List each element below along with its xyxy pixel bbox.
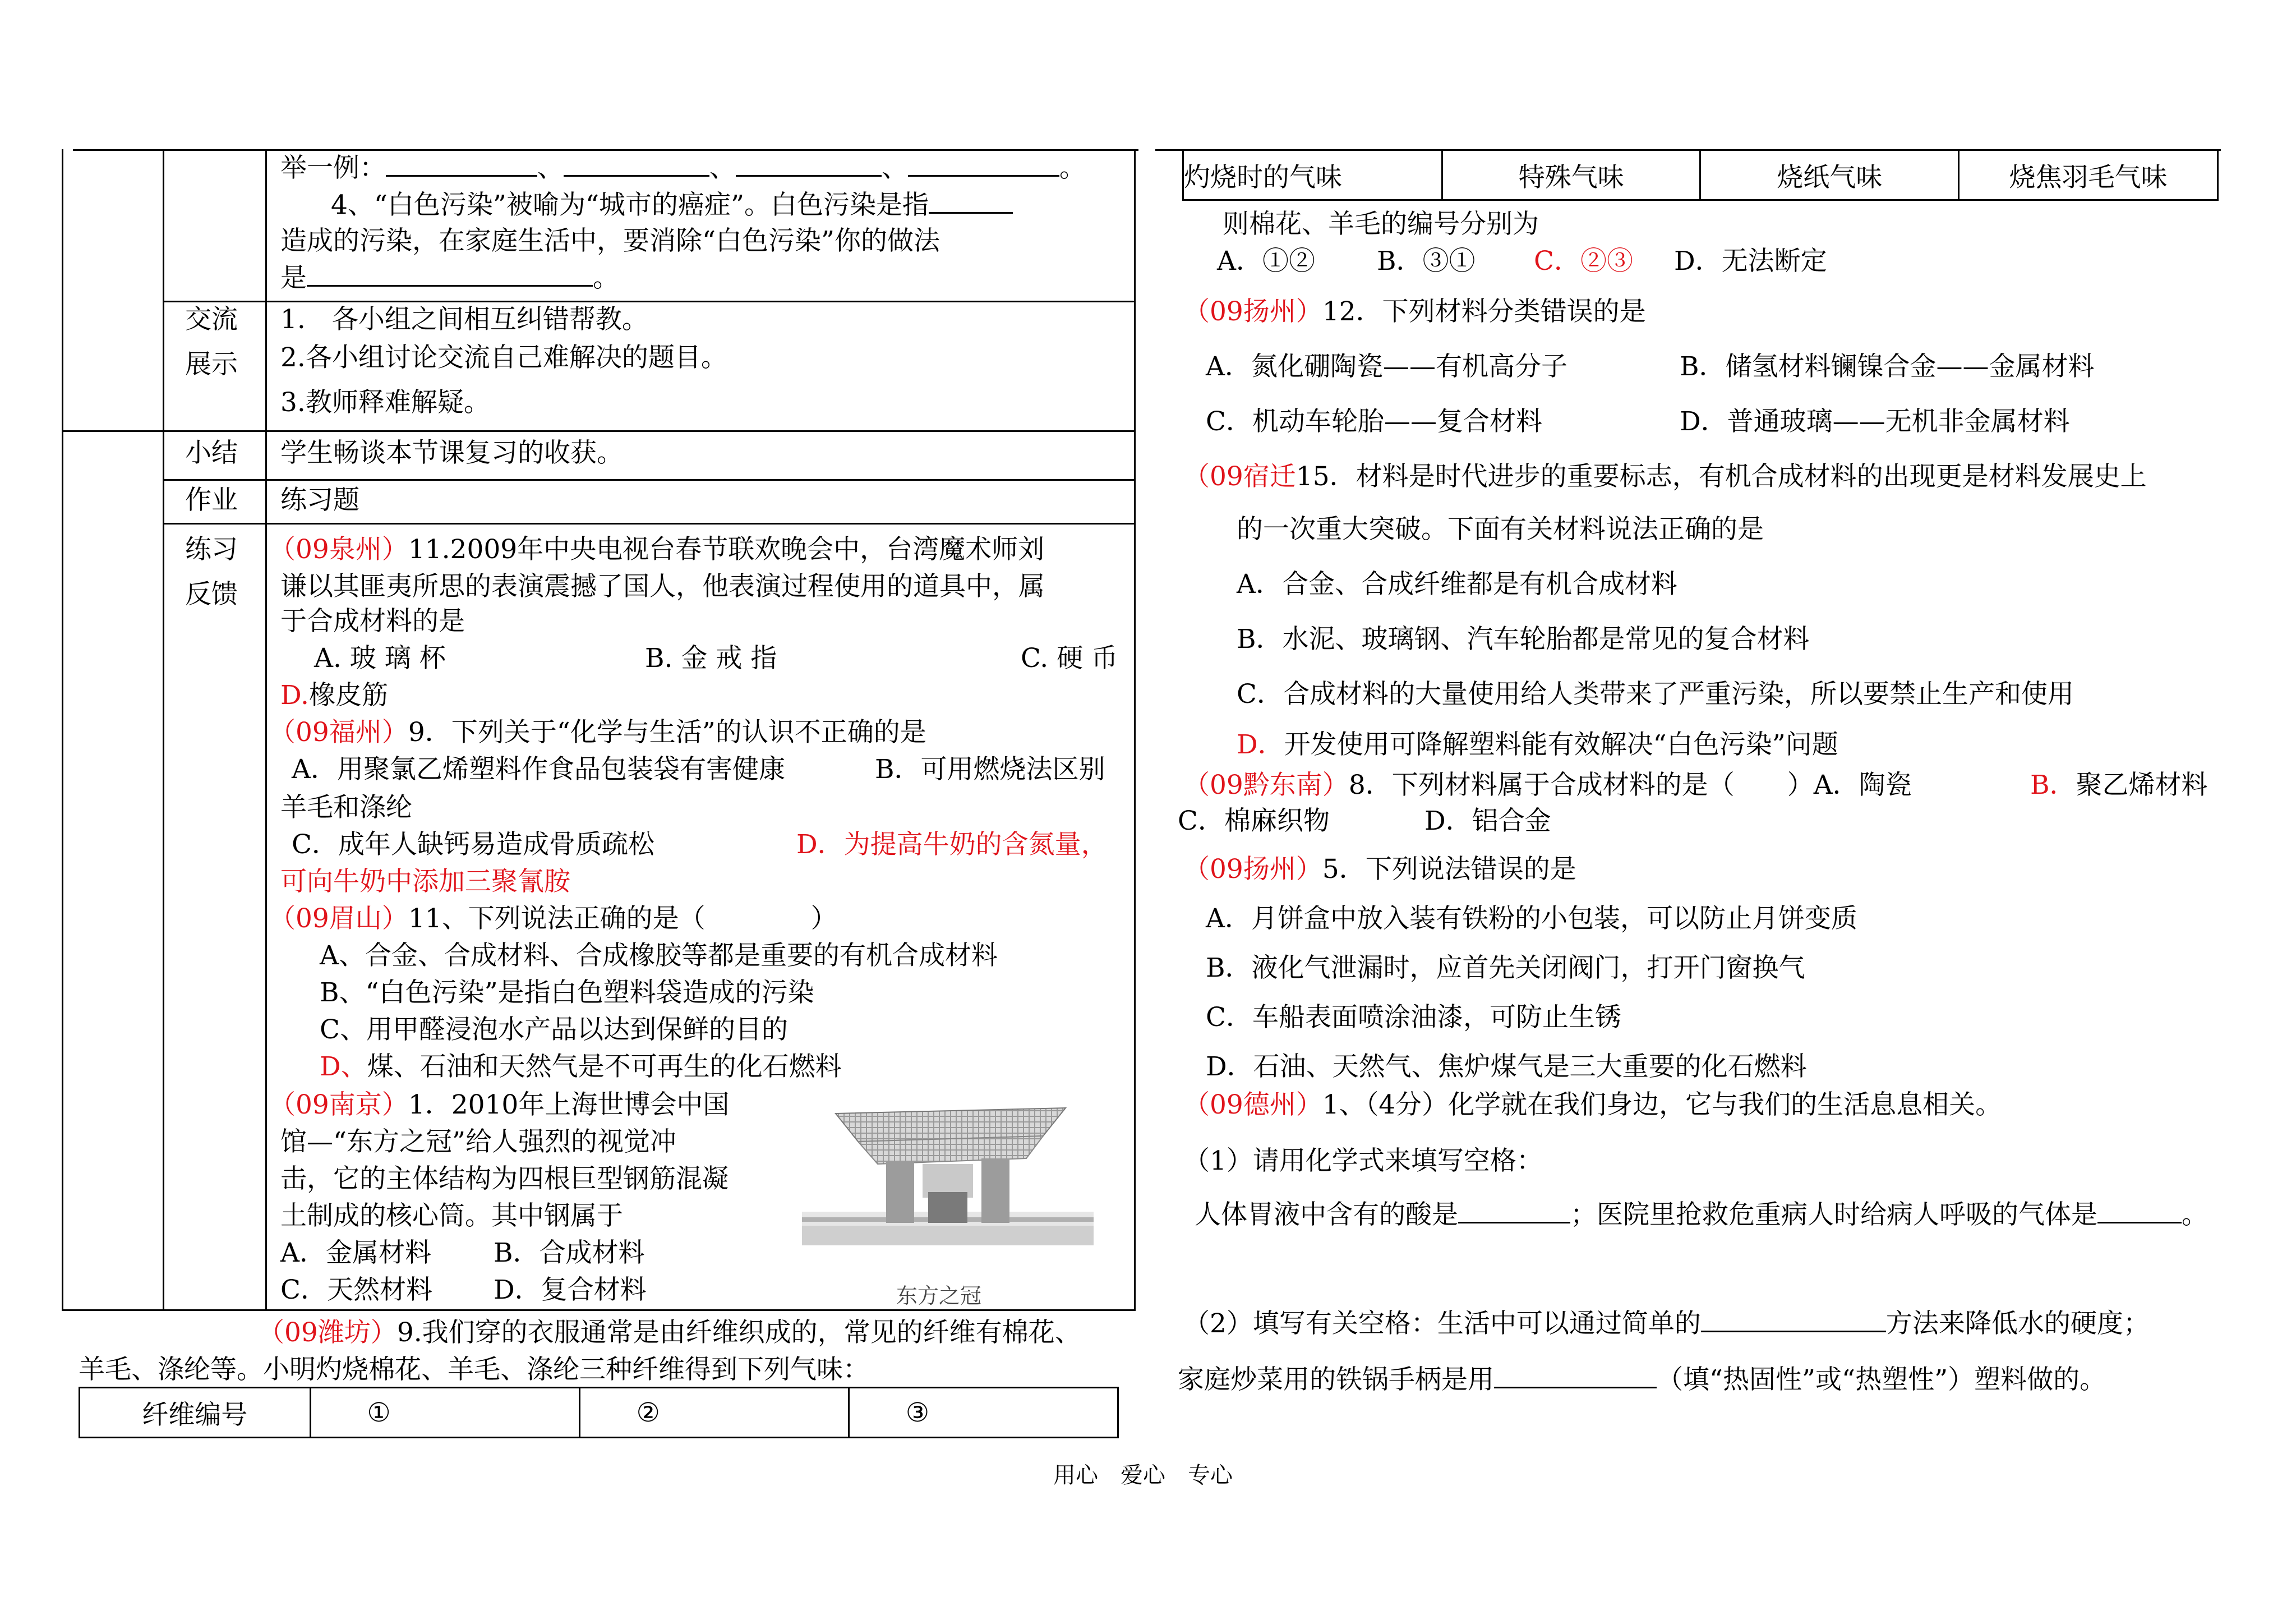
fiber-id-header: 纤维编号 <box>80 1388 311 1438</box>
nanjing-opt-d: D．复合材料 <box>494 1275 647 1305</box>
quanzhou-opt-d: D.橡皮筋 <box>280 680 388 711</box>
weifang-question: 则棉花、羊毛的编号分别为 <box>1223 209 1539 240</box>
china-pavilion-image <box>802 1102 1094 1265</box>
weifang-opt-b: B．③① <box>1377 246 1476 277</box>
white-pollution-q-line1: 4、“白色污染”被喻为“城市的癌症”。白色污染是指 <box>331 188 1013 222</box>
quanzhou-opt-a: A. 玻 璃 杯 <box>314 643 446 674</box>
dezhou-line1: （09德州）1、（4分）化学就在我们身边，它与我们的生活息息相关。 <box>1183 1089 2002 1120</box>
fuzhou-opt-c: C．成年人缺钙易造成骨质疏松 <box>292 829 654 860</box>
white-pollution-q-line2: 造成的污染，在家庭生活中，要消除“白色污染”你的做法 <box>280 226 940 256</box>
yangzhou5-opt-a: A．月饼盒中放入装有铁粉的小包装，可以防止月饼变质 <box>1206 903 1857 934</box>
nanjing-opt-b: B．合成材料 <box>494 1237 645 1268</box>
yangzhou12-opt-c: C．机动车轮胎——复合材料 <box>1206 406 1542 437</box>
nanjing-line3: 击，它的主体结构为四根巨型钢筋混凝 <box>280 1163 729 1194</box>
zuoye-text: 练习题 <box>280 485 359 516</box>
suqian-line2: 的一次重大突破。下面有关材料说法正确的是 <box>1237 514 1764 545</box>
dezhou-part2: （2）填写有关空格：生活中可以通过简单的 方法来降低水的硬度； <box>1183 1308 2150 1339</box>
fuzhou-opt-b: B．可用燃烧法区别 <box>875 754 1105 785</box>
label-zhanshi: 展示 <box>185 349 238 380</box>
meishan-opt-a: A、合金、合成材料、合成橡胶等都是重要的有机合成材料 <box>320 940 998 971</box>
yangzhou12-opt-a: A．氮化硼陶瓷——有机高分子 <box>1206 351 1567 382</box>
dezhou-part3: 家庭炒菜用的铁锅手柄是用 （填“热固性”或“热塑性”）塑料做的。 <box>1178 1364 2106 1395</box>
label-fankui: 反馈 <box>185 579 238 610</box>
weifang-line2: 羊毛、涤纶等。小明灼烧棉花、羊毛、涤纶三种纤维得到下列气味： <box>79 1354 869 1385</box>
label-xiaojie: 小结 <box>185 438 238 468</box>
qiandongnan-opt-d: D．铝合金 <box>1424 806 1551 836</box>
dezhou-part1: （1）请用化学式来填写空格： <box>1183 1145 1543 1176</box>
yangzhou5-opt-c: C．车船表面喷涂油漆，可防止生锈 <box>1206 1002 1621 1033</box>
weifang-line1: （09潍坊）9.我们穿的衣服通常是由纤维织成的，常见的纤维有棉花、 <box>258 1317 1081 1348</box>
white-pollution-q-line3: 是 。 <box>280 263 619 293</box>
jiaoliu-item-1: 1. 各小组之间相互纠错帮教。 <box>280 304 648 335</box>
quanzhou-line3: 于合成材料的是 <box>280 606 465 637</box>
yangzhou5-line1: （09扬州）5．下列说法错误的是 <box>1183 854 1576 885</box>
suqian-opt-a: A．合金、合成纤维都是有机合成材料 <box>1237 569 1677 600</box>
dezhou-part1-fill: 人体胃液中含有的酸是 ；医院里抢救危重病人时给病人呼吸的气体是 。 <box>1195 1199 2208 1230</box>
weifang-opt-c: C．②③ <box>1534 246 1633 277</box>
nanjing-line2: 馆—“东方之冠”给人强烈的视觉冲 <box>280 1126 677 1157</box>
yangzhou12-opt-d: D．普通玻璃——无机非金属材料 <box>1680 406 2070 437</box>
qiandongnan-line1: （09黔东南）8．下列材料属于合成材料的是（ ）A．陶瓷 <box>1183 770 1912 801</box>
quanzhou-opt-b: B. 金 戒 指 <box>645 643 777 674</box>
yangzhou12-opt-b: B．储氢材料镧镍合金——金属材料 <box>1680 351 2095 382</box>
example-line: 举一例： 、 、 、 。 <box>280 153 1086 183</box>
meishan-opt-d: D、煤、石油和天然气是不可再生的化石燃料 <box>320 1051 842 1082</box>
label-zuoye: 作业 <box>185 485 238 516</box>
nanjing-opt-c: C．天然材料 <box>280 1275 432 1305</box>
weifang-opt-a: A．①② <box>1217 246 1315 277</box>
jiaoliu-item-3: 3.教师释难解疑。 <box>280 387 490 418</box>
jiaoliu-item-2: 2.各小组讨论交流自己难解决的题目。 <box>280 342 727 373</box>
suqian-line1: （09宿迁15．材料是时代进步的重要标志，有机合成材料的出现更是材料发展史上 <box>1183 461 2147 492</box>
yangzhou5-opt-b: B．液化气泄漏时，应首先关闭阀门，打开门窗换气 <box>1206 953 1805 983</box>
weifang-opt-d: D．无法断定 <box>1674 246 1827 277</box>
fuzhou-opt-d2: 可向牛奶中添加三聚氰胺 <box>280 866 570 897</box>
yangzhou12-line1: （09扬州）12．下列材料分类错误的是 <box>1183 296 1646 327</box>
fuzhou-opt-d: D．为提高牛奶的含氮量， <box>796 829 1108 860</box>
yangzhou5-opt-d: D．石油、天然气、焦炉煤气是三大重要的化石燃料 <box>1206 1051 1807 1082</box>
nanjing-opt-a: A．金属材料 <box>280 1237 431 1268</box>
label-jiaoliu: 交流 <box>185 304 238 335</box>
smell-2: 烧纸气味 <box>1700 150 1958 200</box>
pavilion-caption: 东方之冠 <box>896 1283 982 1308</box>
meishan-opt-b: B、“白色污染”是指白色塑料袋造成的污染 <box>320 977 814 1008</box>
fiber-id-1: ① <box>310 1388 579 1438</box>
smell-table <box>1182 149 2219 201</box>
quanzhou-line1: （09泉州）11.2009年中央电视台春节联欢晚会中，台湾魔术师刘 <box>269 534 1045 565</box>
fiber-id-table <box>79 1387 1119 1438</box>
label-lianxi: 练习 <box>185 534 238 565</box>
xiaojie-text: 学生畅谈本节课复习的收获。 <box>280 438 623 468</box>
qiandongnan-opt-b: B．聚乙烯材料 <box>2030 770 2208 801</box>
smell-1: 特殊气味 <box>1442 150 1700 200</box>
nanjing-line1: （09南京）1．2010年上海世博会中国 <box>269 1089 730 1120</box>
qiandongnan-opt-c: C．棉麻织物 <box>1178 806 1330 836</box>
fuzhou-opt-a: A．用聚氯乙烯塑料作食品包装袋有害健康 <box>292 754 785 785</box>
fiber-id-2: ② <box>579 1388 849 1438</box>
quanzhou-line2: 谦以其匪夷所思的表演震撼了国人，他表演过程使用的道具中，属 <box>280 571 1045 602</box>
fuzhou-opt-b2: 羊毛和涤纶 <box>280 792 412 823</box>
meishan-line1: （09眉山）11、下列说法正确的是（ ） <box>269 903 837 934</box>
page-footer: 用心 爱心 专心 <box>1053 1462 1233 1488</box>
smell-3: 烧焦羽毛气味 <box>1958 150 2217 200</box>
suqian-opt-d: D．开发使用可降解塑料能有效解决“白色污染”问题 <box>1237 729 1838 760</box>
suqian-opt-c: C．合成材料的大量使用给人类带来了严重污染，所以要禁止生产和使用 <box>1237 679 2074 710</box>
quanzhou-opt-c: C. 硬 币 <box>1021 643 1118 674</box>
nanjing-line4: 土制成的核心筒。其中钢属于 <box>280 1200 623 1231</box>
smell-header: 灼烧时的气味 <box>1183 150 1442 200</box>
fuzhou-line1: （09福州）9．下列关于“化学与生活”的认识不正确的是 <box>269 717 926 748</box>
suqian-opt-b: B．水泥、玻璃钢、汽车轮胎都是常见的复合材料 <box>1237 624 1810 655</box>
meishan-opt-c: C、用甲醛浸泡水产品以达到保鲜的目的 <box>320 1014 788 1045</box>
fiber-id-3: ③ <box>849 1388 1118 1438</box>
